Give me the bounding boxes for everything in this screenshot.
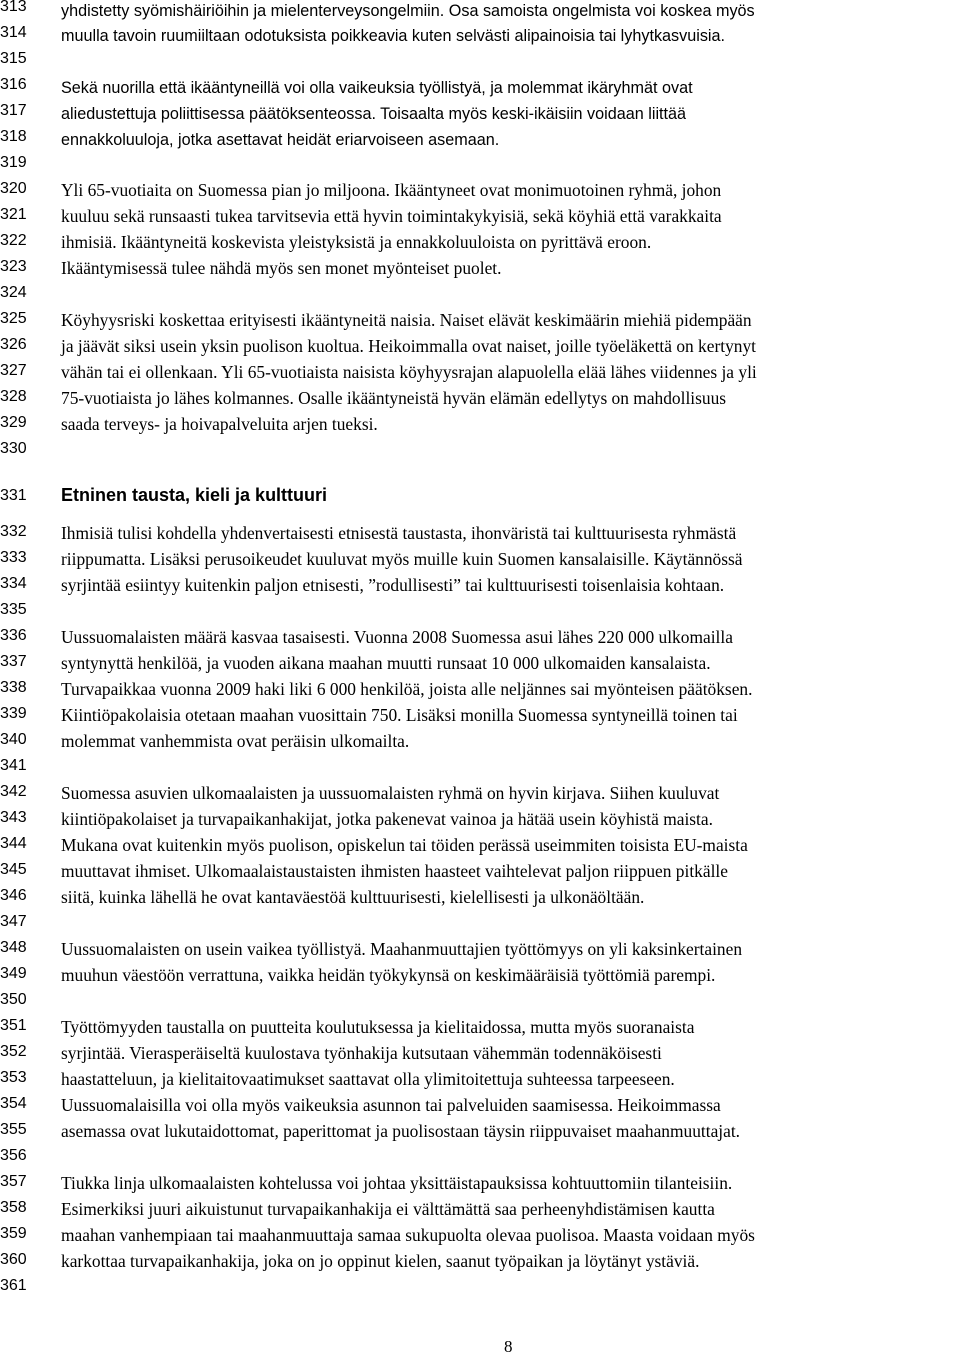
text-line: Uussuomalaisten on usein vaikea työllistyä. Maahanmuuttajien työttömyys on yli kaksinkertainen <box>61 939 743 959</box>
line-number: 342 <box>0 783 27 800</box>
text-line: aliedustettuja poliittisessa päätöksenteossa. Toisaalta myös keski-ikäisiin voidaan liittää <box>61 105 687 123</box>
text-line: Työttömyyden taustalla on puutteita koulutuksessa ja kielitaidossa, mutta myös suoranaista <box>61 1017 695 1037</box>
line-number: 361 <box>0 1277 27 1294</box>
text-line: kuuluu sekä runsaasti tukea tarvitsevia että hyvin toimintakykyisiä, sekä köyhiä että varakkaita <box>61 206 722 226</box>
text-line: muulla tavoin ruumiiltaan odotuksista poikkeavia kuten selvästi alipainoisia tai lyhytkasvuisia. <box>61 27 726 45</box>
line-number: 346 <box>0 887 27 904</box>
text-line: yhdistetty syömishäiriöihin ja mielenterveysongelmiin. Osa samoista ongelmista voi koskea myös <box>61 2 755 20</box>
line-number: 320 <box>0 180 27 197</box>
line-number: 323 <box>0 258 27 275</box>
text-line: vähän tai ei ollenkaan. Yli 65-vuotiaista naisista köyhyysrajan alapuolella elää lähes viidennes ja yli <box>61 362 757 382</box>
text-line: muuhun väestöön verrattuna, vaikka heidän työkykynsä on keskimääräisiä työttömiä parempi. <box>61 965 716 985</box>
text-line: muuttavat ihmiset. Ulkomaalaistaustaisten ihmisten haasteet vaihtelevat paljon riippuen pitkälle <box>61 861 728 881</box>
line-number: 316 <box>0 76 27 93</box>
line-number: 315 <box>0 50 27 67</box>
line-number: 344 <box>0 835 27 852</box>
line-number: 329 <box>0 414 27 431</box>
text-line: 75-vuotiaista jo lähes kolmannes. Osalle ikääntyneistä hyvän elämän edellytys on mahdollisuus <box>61 388 727 408</box>
text-line: haastatteluun, ja kielitaitovaatimukset saattavat olla ylimitoitettuja suhteessa tarpeeseen. <box>61 1069 675 1089</box>
line-number: 349 <box>0 965 27 982</box>
text-line: Sekä nuorilla että ikääntyneillä voi olla vaikeuksia työllistyä, ja molemmat ikäryhmät ovat <box>61 79 693 97</box>
text-line: Ikääntymisessä tulee nähdä myös sen monet myönteiset puolet. <box>61 258 502 278</box>
text-line: riippumatta. Lisäksi perusoikeudet kuuluvat myös muille kuin Suomen kansalaisille. Käytännössä <box>61 549 743 569</box>
line-number: 341 <box>0 757 27 774</box>
text-line: ennakkoluuloja, jotka asettavat heidät eriarvoiseen asemaan. <box>61 131 500 149</box>
section-heading: Etninen tausta, kieli ja kulttuuri <box>61 485 328 505</box>
text-line: siitä, kuinka lähellä he ovat kantaväestöä kulttuurisesti, kielellisesti ja ulkonäöltään. <box>61 887 645 907</box>
line-number: 355 <box>0 1121 27 1138</box>
line-number: 360 <box>0 1251 27 1268</box>
line-number: 324 <box>0 284 27 301</box>
line-number: 348 <box>0 939 27 956</box>
line-number: 354 <box>0 1095 27 1112</box>
text-line: syrjintää esiintyy kuitenkin paljon etnisesti, ”rodullisesti” tai kulttuurisesti toisenlaisia kohtaan. <box>61 575 725 595</box>
text-line: maahan vanhempiaan tai maahanmuuttaja samaa sukupuolta olevaa puolisoa. Maasta voidaan myös <box>61 1225 755 1245</box>
line-number: 340 <box>0 731 27 748</box>
page-number: 8 <box>504 1337 513 1356</box>
line-number: 345 <box>0 861 27 878</box>
text-line: Tiukka linja ulkomaalaisten kohtelussa voi johtaa yksittäistapauksissa kohtuuttomiin tilanteisiin. <box>61 1173 733 1193</box>
text-line: Turvapaikkaa vuonna 2009 haki liki 6 000 henkilöä, joista alle neljännes sai myönteisen päätöksen. <box>61 679 753 699</box>
line-number: 321 <box>0 206 27 223</box>
line-number: 339 <box>0 705 27 722</box>
text-line: saada terveys- ja hoivapalveluita arjen tueksi. <box>61 414 378 434</box>
text-line: syntynyttä henkilöä, ja vuoden aikana maahan muutti runsaat 10 000 ulkomaiden kansalaista. <box>61 653 711 673</box>
line-number: 325 <box>0 310 27 327</box>
line-number: 313 <box>0 0 27 15</box>
line-number: 347 <box>0 913 27 930</box>
line-number: 338 <box>0 679 27 696</box>
line-number: 318 <box>0 128 27 145</box>
line-number: 359 <box>0 1225 27 1242</box>
line-number: 333 <box>0 549 27 566</box>
text-line: karkottaa turvapaikanhakija, joka on jo oppinut kielen, saanut työpaikan ja löytänyt ystäviä. <box>61 1251 700 1271</box>
line-number: 335 <box>0 601 27 618</box>
text-line: molemmat vanhemmista ovat peräisin ulkomailta. <box>61 731 410 751</box>
line-number: 357 <box>0 1173 27 1190</box>
text-line: Esimerkiksi juuri aikuistunut turvapaikanhakija ei välttämättä saa perheenyhdistämisen kautta <box>61 1199 715 1219</box>
line-number: 327 <box>0 362 27 379</box>
text-line: kiintiöpakolaiset ja turvapaikanhakijat, jotka pakenevat vainoa ja hätää usein köyhistä maista. <box>61 809 713 829</box>
text-line: Yli 65-vuotiaita on Suomessa pian jo miljoona. Ikääntyneet ovat monimuotoinen ryhmä, johon <box>61 180 722 200</box>
line-number: 350 <box>0 991 27 1008</box>
line-number: 314 <box>0 24 27 41</box>
line-number: 358 <box>0 1199 27 1216</box>
text-line: Köyhyysriski koskettaa erityisesti ikääntyneitä naisia. Naiset elävät keskimäärin miehiä pidempään <box>61 310 752 330</box>
line-number: 331 <box>0 487 27 504</box>
line-number: 343 <box>0 809 27 826</box>
text-line: asemassa ovat lukutaidottomat, paperittomat ja puolisostaan täysin riippuvaiset maahanmuuttajat. <box>61 1121 741 1141</box>
line-number: 336 <box>0 627 27 644</box>
line-number: 326 <box>0 336 27 353</box>
line-number: 353 <box>0 1069 27 1086</box>
line-number: 337 <box>0 653 27 670</box>
text-line: ihmisiä. Ikääntyneitä koskevista yleistyksistä ja ennakkoluuloista on pyrittävä eroon. <box>61 232 652 252</box>
line-number: 319 <box>0 154 27 171</box>
text-line: Uussuomalaisilla voi olla myös vaikeuksia asunnon tai palveluiden saamisessa. Heikoimmassa <box>61 1095 721 1115</box>
line-number: 352 <box>0 1043 27 1060</box>
text-line: Uussuomalaisten määrä kasvaa tasaisesti. Vuonna 2008 Suomessa asui lähes 220 000 ulkomailla <box>61 627 733 647</box>
text-line: Suomessa asuvien ulkomaalaisten ja uussuomalaisten ryhmä on hyvin kirjava. Siihen kuuluvat <box>61 783 720 803</box>
line-number: 351 <box>0 1017 27 1034</box>
line-number: 317 <box>0 102 27 119</box>
line-number: 334 <box>0 575 27 592</box>
line-number: 328 <box>0 388 27 405</box>
line-number: 322 <box>0 232 27 249</box>
line-number: 356 <box>0 1147 27 1164</box>
text-line: ja jäävät siksi usein yksin puolison kuoltua. Heikoimmalla ovat naiset, joille työeläkettä on kertynyt <box>61 336 757 356</box>
text-line: Ihmisiä tulisi kohdella yhdenvertaisesti etnisestä taustasta, ihonväristä tai kulttuurisesta ryhmästä <box>61 523 737 543</box>
line-number: 332 <box>0 523 27 540</box>
text-line: Kiintiöpakolaisia otetaan maahan vuosittain 750. Lisäksi monilla Suomessa syntyneillä toinen tai <box>61 705 738 725</box>
text-line: Mukana ovat kuitenkin myös puolison, opiskelun tai töiden perässä useimmiten toisista EU-maista <box>61 835 748 855</box>
line-number: 330 <box>0 440 27 457</box>
text-line: syrjintää. Vierasperäiseltä kuulostava työnhakija kutsutaan vähemmän todennäköisesti <box>61 1043 662 1063</box>
